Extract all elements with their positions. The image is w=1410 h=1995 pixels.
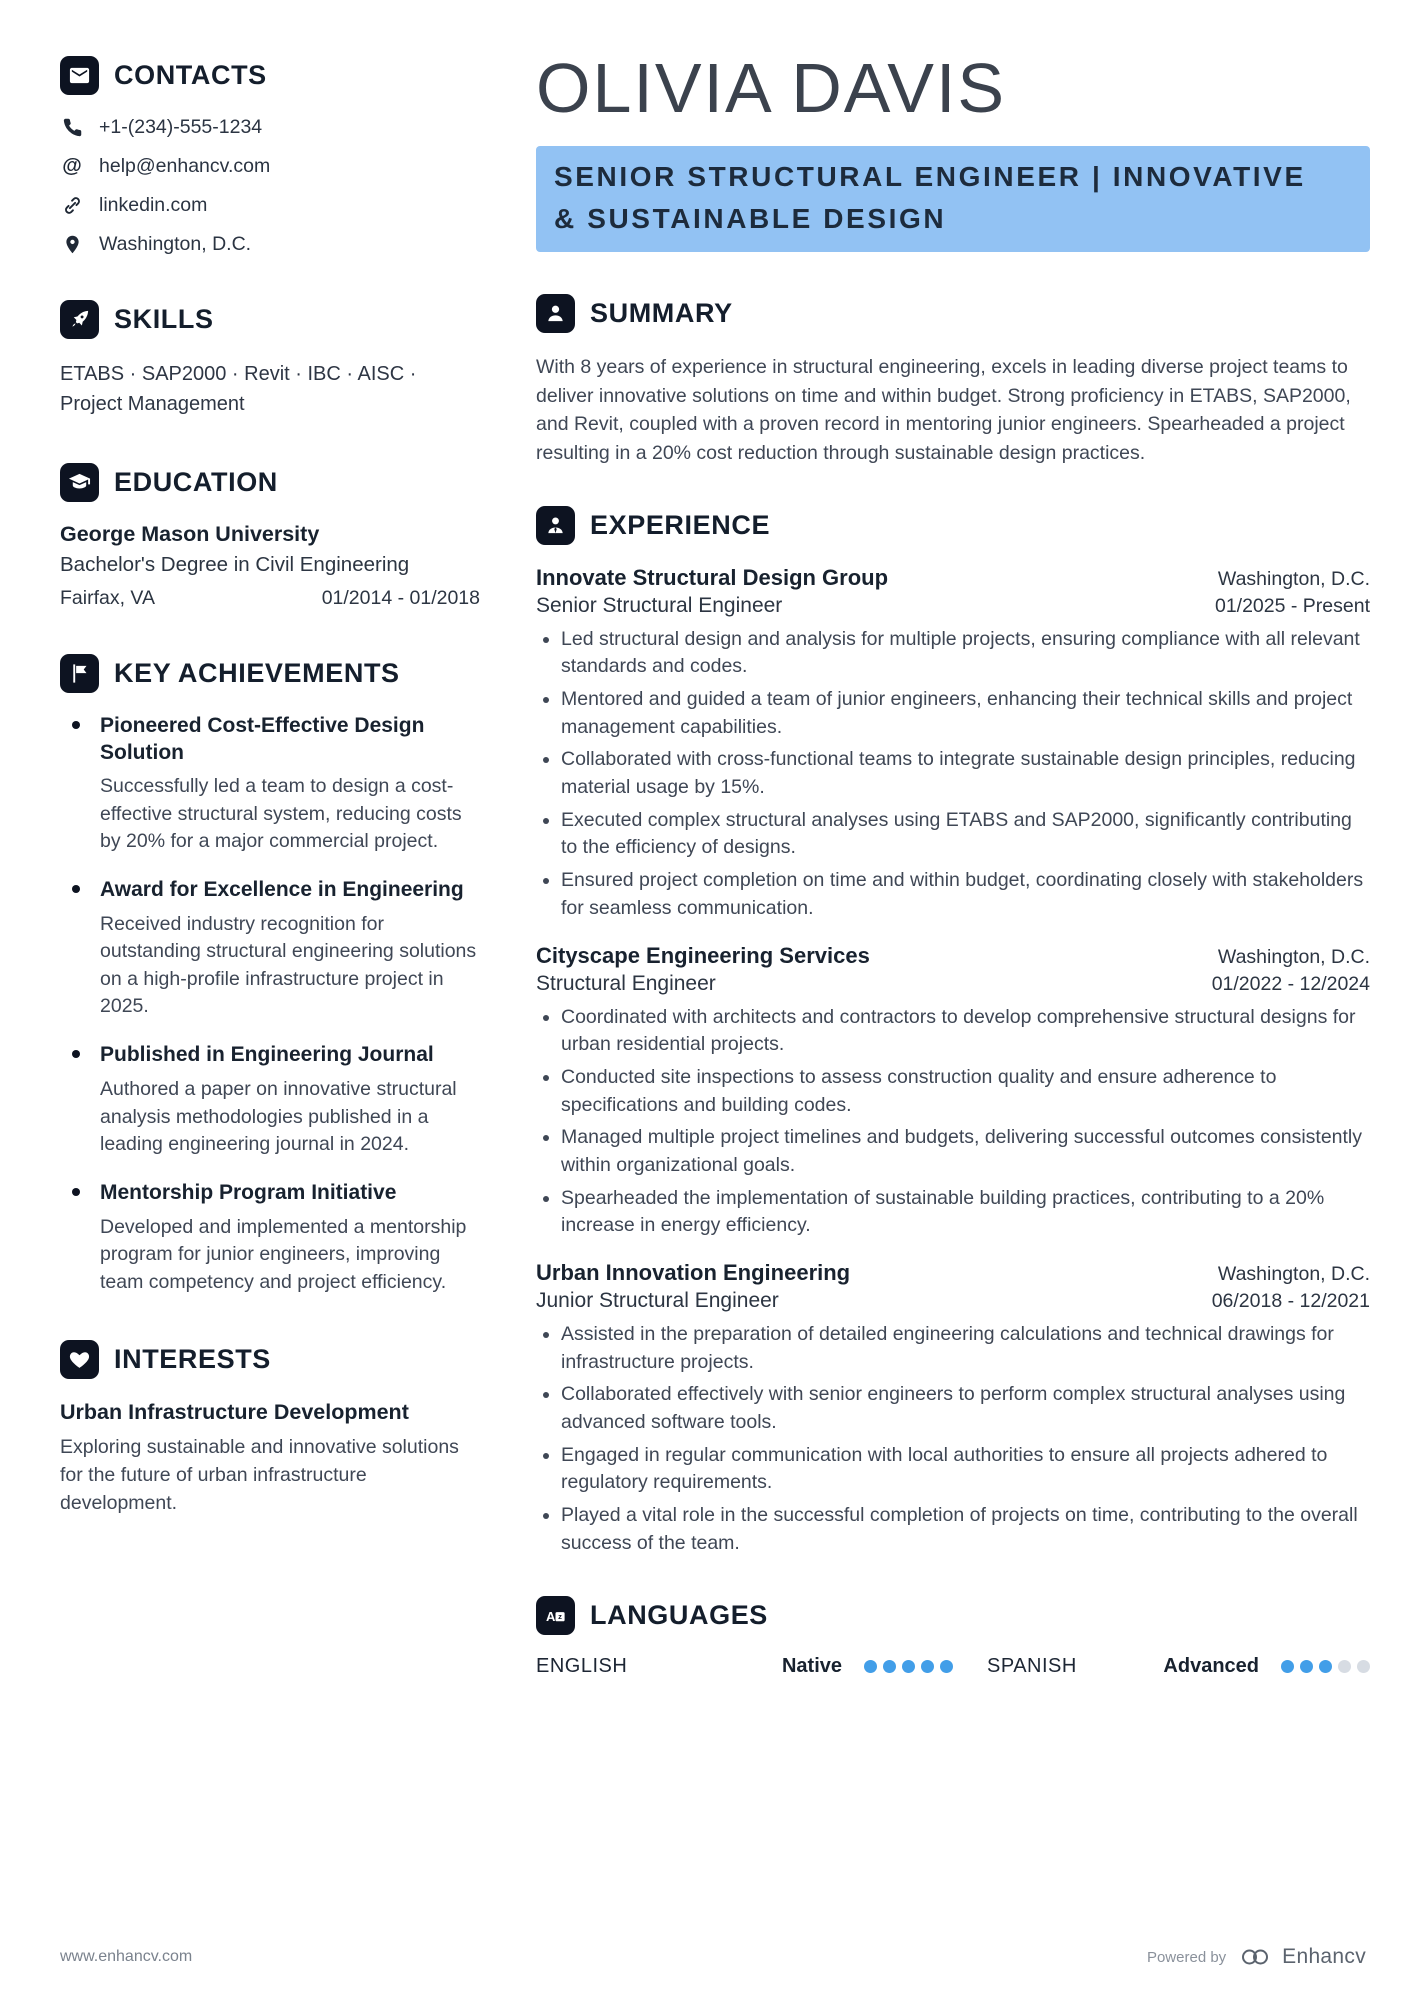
experience-bullet: • Ensured project completion on time and within budget, coordinating closely with stakeholders for seamless communication. [561, 867, 1370, 922]
experience-job [536, 565, 1370, 923]
interests-section [60, 1340, 480, 1518]
bullet-dot [72, 721, 80, 729]
proficiency-dot-filled [1281, 1660, 1294, 1673]
key-achievements-section [60, 654, 480, 1296]
experience-section [536, 506, 1370, 1558]
education-location: Fairfax, VA [60, 586, 155, 609]
skills-heading: SKILLS [114, 304, 214, 334]
proficiency-dot-filled [1319, 1660, 1332, 1673]
rocket-icon [60, 300, 99, 339]
interest-desc: Exploring sustainable and innovative solutions for the future of urban infrastructure development. [60, 1436, 459, 1514]
summary-heading: SUMMARY [590, 298, 733, 328]
enhancv-logo-icon [1238, 1946, 1272, 1968]
contact-email[interactable] [60, 154, 480, 178]
language-name: ENGLISH [536, 1654, 628, 1677]
experience-bullet: • Led structural design and analysis for multiple projects, ensuring compliance with all relevant standards and codes. [561, 626, 1370, 681]
languages-row [536, 1655, 1370, 1678]
achievement-desc: Developed and implemented a mentorship program for junior engineers, improving team competency and project efficiency. [100, 1216, 467, 1293]
contact-list [60, 115, 480, 256]
contact-location-text: Washington, D.C. [99, 232, 252, 255]
proficiency-dot-empty [1338, 1660, 1351, 1673]
person-icon [536, 294, 575, 333]
language-proficiency-dots [864, 1660, 953, 1673]
experience-bullet: • Spearheaded the implementation of sustainable building practices, contributing to a 20% increase in energy efficiency. [561, 1185, 1370, 1240]
contacts-section [60, 56, 480, 256]
job-bullets [536, 1321, 1370, 1558]
company-name: Innovate Structural Design Group [536, 564, 889, 590]
language-name: SPANISH [987, 1654, 1077, 1677]
job-bullets [536, 1004, 1370, 1241]
experience-bullet: • Engaged in regular communication with local authorities to ensure all projects adhered to regulatory requirements. [561, 1442, 1370, 1497]
achievement-title: Published in Engineering Journal [100, 1043, 434, 1067]
language-item [953, 1655, 1370, 1678]
translate-icon [536, 1596, 575, 1635]
powered-by-label: Powered by [1146, 1948, 1227, 1966]
language-proficiency-dots [1281, 1660, 1370, 1673]
contact-phone[interactable] [60, 115, 480, 139]
summary-text: With 8 years of experience in structural engineering, excels in leading diverse project teams to deliver innovative solutions on time and within budget. Strong proficiency in ETABS, SAP2000, and Revit, coupled with a proven record in mentoring junior engineers. Spearheaded a project resulting in a 20% cost reduction through sustainable design practices. [536, 356, 1351, 464]
enhancv-brand-text: Enhancv [1282, 1945, 1366, 1968]
experience-bullet: • Collaborated with cross-functional teams to integrate sustainable design principles, reducing material usage by 15%. [561, 746, 1370, 801]
experience-bullet: • Coordinated with architects and contractors to develop comprehensive structural designs for urban residential projects. [561, 1004, 1370, 1059]
proficiency-dot-filled [864, 1660, 877, 1673]
summary-section [536, 294, 1370, 468]
experience-bullet: • Managed multiple project timelines and budgets, delivering successful outcomes consistently within organizational goals. [561, 1124, 1370, 1179]
phone-icon [60, 115, 84, 139]
experience-job [536, 1260, 1370, 1558]
achievement-item [60, 877, 480, 1020]
graduation-cap-icon [60, 463, 99, 502]
candidate-name: OLIVIA DAVIS [536, 49, 1007, 127]
bullet-dot [72, 1188, 80, 1196]
job-location: Washington, D.C. [1217, 1263, 1370, 1285]
achievement-title: Award for Excellence in Engineering [100, 878, 464, 902]
interests-heading: INTERESTS [114, 1343, 271, 1374]
job-title: Senior Structural Engineer [536, 593, 783, 617]
link-icon [60, 193, 84, 217]
skills-list[interactable]: ETABS · SAP2000 · Revit · IBC · AISC · Project Management [60, 363, 417, 415]
education-heading: EDUCATION [114, 467, 278, 497]
contact-linkedin[interactable] [60, 193, 480, 217]
education-degree: Bachelor's Degree in Civil Engineering [60, 553, 410, 576]
languages-section [536, 1596, 1370, 1678]
education-school: George Mason University [60, 522, 320, 546]
job-title: Structural Engineer [536, 971, 716, 995]
achievement-item [60, 1180, 480, 1296]
business-person-icon [536, 506, 575, 545]
experience-bullet: • Conducted site inspections to assess construction quality and ensure adherence to specifications and building codes. [561, 1064, 1370, 1119]
achievement-desc: Authored a paper on innovative structural analysis methodologies published in a leading engineering journal in 2024. [100, 1078, 457, 1155]
job-title: Junior Structural Engineer [536, 1289, 779, 1312]
contacts-heading: CONTACTS [114, 60, 267, 90]
education-dates: 01/2014 - 01/2018 [321, 586, 480, 609]
svg-text:z: z [558, 1611, 563, 1621]
sidebar [60, 56, 480, 1716]
languages-heading: LANGUAGES [590, 1599, 768, 1630]
experience-bullet: • Played a vital role in the successful completion of projects on time, contributing to the overall success of the team. [561, 1502, 1370, 1557]
proficiency-dot-filled [921, 1660, 934, 1673]
achievement-title: Mentorship Program Initiative [100, 1181, 397, 1205]
contact-linkedin-text: linkedin.com [99, 193, 208, 216]
job-bullets [536, 626, 1370, 923]
experience-bullet: • Mentored and guided a team of junior engineers, enhancing their technical skills and project management capabilities. [561, 686, 1370, 741]
company-name: Cityscape Engineering Services [536, 942, 870, 968]
contact-email-text: help@enhancv.com [99, 154, 271, 177]
contact-location [60, 232, 480, 256]
bullet-dot [72, 885, 80, 893]
contact-phone-text: +1-(234)-555-1234 [99, 115, 263, 138]
job-dates: 01/2025 - Present [1214, 594, 1370, 617]
svg-text:A: A [546, 1608, 556, 1624]
heart-icon [60, 1340, 99, 1379]
flag-icon [60, 654, 99, 693]
envelope-icon [60, 56, 99, 95]
job-dates: 06/2018 - 12/2021 [1211, 1290, 1370, 1312]
achievements-heading: KEY ACHIEVEMENTS [114, 657, 400, 688]
achievement-item [60, 1042, 480, 1158]
proficiency-dot-filled [883, 1660, 896, 1673]
location-pin-icon [60, 232, 84, 256]
enhancv-website-link[interactable]: www.enhancv.com [60, 1948, 193, 1965]
achievement-title: Pioneered Cost-Effective Design Solution [100, 713, 425, 764]
experience-job [536, 943, 1370, 1241]
job-location: Washington, D.C. [1217, 945, 1370, 968]
language-level: Native [781, 1654, 842, 1677]
experience-bullet: • Assisted in the preparation of detailed engineering calculations and technical drawings for infrastructure projects. [561, 1321, 1370, 1376]
page-footer [60, 1945, 1366, 1969]
achievement-desc: Received industry recognition for outstanding structural engineering solutions on a high-profile infrastructure project in 2025. [100, 913, 477, 1018]
experience-bullet: • Executed complex structural analyses using ETABS and SAP2000, significantly contributing to the efficiency of designs. [561, 807, 1370, 862]
job-dates: 01/2022 - 12/2024 [1211, 972, 1370, 995]
language-item [536, 1655, 953, 1678]
proficiency-dot-filled [1300, 1660, 1313, 1673]
at-icon: @ [62, 154, 82, 177]
main-content [536, 49, 1370, 1716]
interest-title: Urban Infrastructure Development [60, 1399, 409, 1424]
achievement-desc: Successfully led a team to design a cost-effective structural system, reducing costs by 20% for a major commercial project. [100, 775, 462, 853]
education-section [60, 463, 480, 610]
proficiency-dot-filled [902, 1660, 915, 1673]
powered-by-enhancv[interactable] [1147, 1945, 1366, 1969]
job-headline: SENIOR STRUCTURAL ENGINEER | INNOVATIVE & SUSTAINABLE DESIGN [536, 146, 1370, 252]
company-name: Urban Innovation Engineering [536, 1260, 851, 1285]
proficiency-dot-filled [940, 1660, 953, 1673]
experience-bullet: • Collaborated effectively with senior engineers to perform complex structural analyses using advanced software tools. [561, 1381, 1370, 1436]
proficiency-dot-empty [1357, 1660, 1370, 1673]
job-location: Washington, D.C. [1217, 567, 1370, 590]
language-level: Advanced [1163, 1654, 1259, 1677]
achievement-item [60, 713, 480, 856]
bullet-dot [72, 1050, 80, 1058]
skills-section [60, 300, 480, 419]
experience-heading: EXPERIENCE [590, 509, 771, 540]
